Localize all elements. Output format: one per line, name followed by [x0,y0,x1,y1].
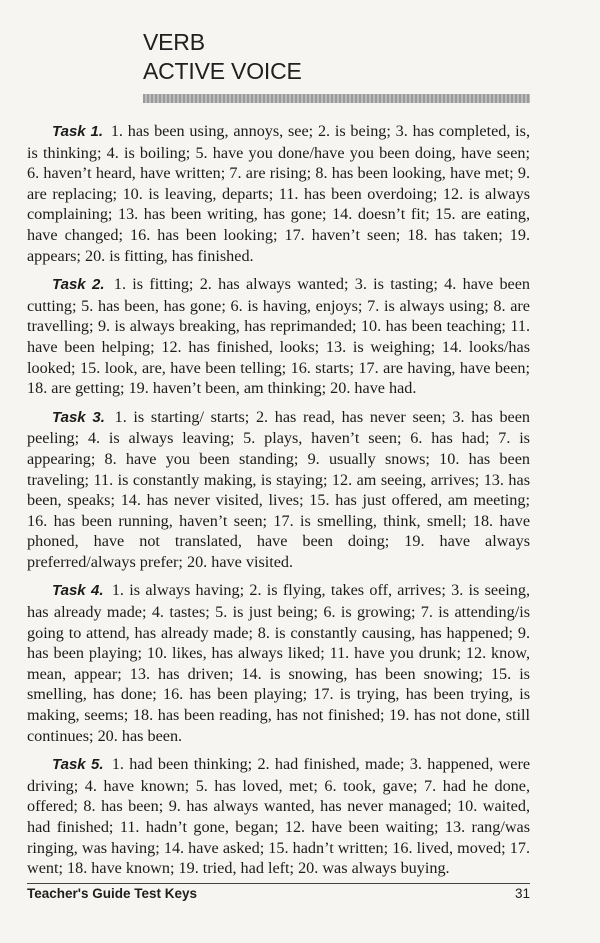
task-5-label: Task 5. [52,756,104,774]
task-4-paragraph [27,580,530,746]
task-1-answers: 1. has been using, annoys, see; 2. is being; 3. has completed, is, is thinking; 4. is boiling; 5. have you done/have you been doing, have seen; 6. haven’t heard, have written; 7. are rising; 8. has been looking, have met; 9. are replacing; 10. is leaving, departs; 11. has been overdoing; 12. is always complaining; 13. has been writing, has gone; 14. doesn’t fit; 15. are eating, have changed; 16. has been looking; 17. haven’t seen; 18. has taken; 19. appears; 20. is fitting, has finished. [27,122,531,265]
task-2-answers: 1. is fitting; 2. has always wanted; 3. is tasting; 4. have been cutting; 5. has been, has gone; 6. is having, enjoys; 7. is always using; 8. are travelling; 9. is always breaking, has reprimanded; 10. has been teaching; 11. have been helping; 12. has finished, looks; 13. is weighing; 14. looks/has looked; 15. look, are, have been telling; 16. starts; 17. are having, have been; 18. are getting; 19. haven’t been, am thinking; 20. have had. [27,275,530,398]
task-3-paragraph [27,407,530,573]
task-1-label: Task 1. [52,123,104,140]
section-header [143,28,302,86]
answer-key-body [27,121,530,887]
task-3-answers: 1. is starting/ starts; 2. has read, has never seen; 3. has been peeling; 4. is always leaving; 5. plays, haven’t seen; 6. has had; 7. is appearing; 8. have you been standing; 9. usually snows; 10. has been traveling; 11. is constantly making, is staying; 12. am seeing, arrives; 13. has been, speaks; 14. has never visited, lives; 15. has just offered, am meeting; 16. has been running, haven’t seen; 17. is smelling, think, smell; 18. have phoned, have not translated, have been doing; 19. have always preferred/always prefer; 20. have visited. [27,407,530,571]
section-title-active-voice: ACTIVE VOICE [143,58,302,84]
page-number: 31 [514,886,530,901]
footer-divider [27,883,530,884]
task-4-label: Task 4. [52,582,104,600]
task-4-answers: 1. is always having; 2. is flying, takes off, arrives; 3. is seeing, has already made; 4. tastes; 5. is just being; 6. is growing; 7. is attending/is going to attend, has already made; 8. is constantly causing, has happened; 9. has been playing; 10. likes, has always liked; 11. have you drunk; 12. know, mean, appear; 13. has driven; 14. is snowing, has been snowing; 15. is smelling, has done; 16. has been playing; 17. is trying, has been trying, is making, seems; 18. has been reading, has not finished; 19. has not done, still continues; 20. has been. [27,581,530,745]
task-5-answers: 1. had been thinking; 2. had finished, made; 3. happened, were driving; 4. have known; 5. has loved, met; 6. took, gave; 7. had he done, offered; 8. has been; 9. has always wanted, has never managed; 10. waited, had finished; 11. hadn’t gone, began; 12. have been waiting; 13. rang/was ringing, was having; 14. have asked; 15. hadn’t written; 16. lived, moved; 17. went; 18. have known; 19. tried, had left; 20. was always buying. [27,755,531,878]
task-1-paragraph [27,121,530,266]
section-title-verb: VERB [143,29,205,55]
footer-title: Teacher's Guide Test Keys [27,886,198,901]
title-underline-rule [143,94,530,103]
task-3-label: Task 3. [52,408,105,426]
task-5-paragraph [27,754,530,879]
task-2-label: Task 2. [52,276,105,294]
task-2-paragraph [27,274,530,399]
